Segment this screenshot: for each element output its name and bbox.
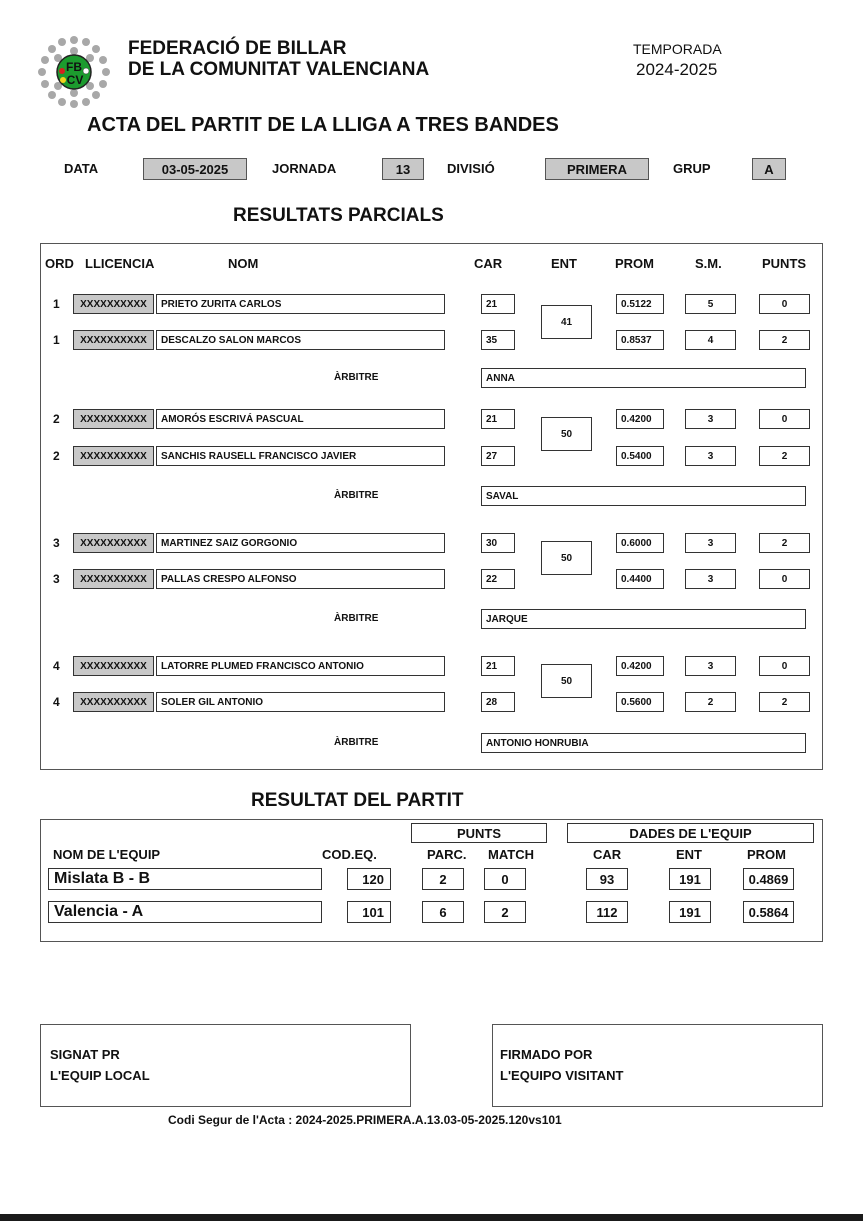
player-sm: 3 bbox=[685, 656, 736, 676]
player-name: PRIETO ZURITA CARLOS bbox=[156, 294, 445, 314]
player-car: 22 bbox=[481, 569, 515, 589]
federation-name-line2: DE LA COMUNITAT VALENCIANA bbox=[128, 59, 430, 80]
player-sm: 3 bbox=[685, 533, 736, 553]
arbitre-name: ANTONIO HONRUBIA bbox=[481, 733, 806, 753]
data-label: DATA bbox=[64, 161, 99, 176]
player-license: XXXXXXXXXX bbox=[73, 330, 154, 350]
col-prom: PROM bbox=[615, 256, 654, 271]
col-sm: S.M. bbox=[695, 256, 722, 271]
divisio-label: DIVISIÓ bbox=[447, 161, 495, 176]
team-prom: 0.4869 bbox=[743, 868, 794, 890]
player-license: XXXXXXXXXX bbox=[73, 569, 154, 589]
player-name: LATORRE PLUMED FRANCISCO ANTONIO bbox=[156, 656, 445, 676]
logo-text-bottom: CV bbox=[66, 73, 84, 87]
game-ent: 50 bbox=[541, 417, 592, 451]
player-punts: 0 bbox=[759, 409, 810, 429]
player-punts: 2 bbox=[759, 330, 810, 350]
player-punts: 0 bbox=[759, 294, 810, 314]
player-punts: 0 bbox=[759, 656, 810, 676]
player-car: 21 bbox=[481, 409, 515, 429]
player-sm: 4 bbox=[685, 330, 736, 350]
arbitre-label: ÀRBITRE bbox=[334, 372, 379, 383]
visitor-signature-box bbox=[492, 1024, 823, 1107]
arbitre-label: ÀRBITRE bbox=[334, 490, 379, 501]
team-ent: 191 bbox=[669, 868, 711, 890]
col-nom: NOM bbox=[228, 256, 259, 271]
secure-code: Codi Segur de l'Acta : 2024-2025.PRIMERA.A.13.03-05-2025.120vs101 bbox=[168, 1113, 562, 1127]
player-car: 30 bbox=[481, 533, 515, 553]
partial-results-frame bbox=[40, 243, 823, 770]
jornada-label: JORNADA bbox=[272, 161, 337, 176]
col-team-prom: PROM bbox=[747, 847, 786, 862]
player-name: DESCALZO SALON MARCOS bbox=[156, 330, 445, 350]
arbitre-name: SAVAL bbox=[481, 486, 806, 506]
player-punts: 0 bbox=[759, 569, 810, 589]
team-codeq: 120 bbox=[347, 868, 391, 890]
dades-group-header: DADES DE L'EQUIP bbox=[567, 823, 814, 843]
local-signature-box bbox=[40, 1024, 411, 1107]
team-parc: 6 bbox=[422, 901, 464, 923]
player-ord: 3 bbox=[53, 536, 60, 550]
col-team-car: CAR bbox=[593, 847, 622, 862]
player-car: 35 bbox=[481, 330, 515, 350]
visitor-signature-line1: FIRMADO POR bbox=[500, 1047, 593, 1062]
col-team-name: NOM DE L'EQUIP bbox=[53, 847, 161, 862]
player-name: SOLER GIL ANTONIO bbox=[156, 692, 445, 712]
visitor-signature-line2: L'EQUIPO VISITANT bbox=[500, 1068, 624, 1083]
team-parc: 2 bbox=[422, 868, 464, 890]
player-punts: 2 bbox=[759, 446, 810, 466]
game-ent: 50 bbox=[541, 541, 592, 575]
season-label: TEMPORADA bbox=[633, 41, 722, 57]
player-prom: 0.5400 bbox=[616, 446, 664, 466]
player-prom: 0.6000 bbox=[616, 533, 664, 553]
team-codeq: 101 bbox=[347, 901, 391, 923]
player-sm: 3 bbox=[685, 446, 736, 466]
data-value: 03-05-2025 bbox=[143, 158, 247, 180]
player-ord: 2 bbox=[53, 449, 60, 463]
player-ord: 1 bbox=[53, 333, 60, 347]
player-license: XXXXXXXXXX bbox=[73, 533, 154, 553]
player-sm: 5 bbox=[685, 294, 736, 314]
grup-label: GRUP bbox=[673, 161, 711, 176]
player-ord: 4 bbox=[53, 659, 60, 673]
col-llicencia: LLICENCIA bbox=[85, 256, 155, 271]
logo-text-top: FB bbox=[66, 60, 82, 74]
col-ent: ENT bbox=[551, 256, 577, 271]
game-ent: 41 bbox=[541, 305, 592, 339]
col-parc: PARC. bbox=[427, 847, 467, 862]
team-ent: 191 bbox=[669, 901, 711, 923]
player-prom: 0.5600 bbox=[616, 692, 664, 712]
team-match: 0 bbox=[484, 868, 526, 890]
player-car: 21 bbox=[481, 656, 515, 676]
season-value: 2024-2025 bbox=[636, 60, 718, 79]
player-ord: 2 bbox=[53, 412, 60, 426]
player-ord: 4 bbox=[53, 695, 60, 709]
col-ord: ORD bbox=[45, 256, 74, 271]
federation-name-line1: FEDERACIÓ DE BILLAR bbox=[128, 38, 347, 59]
player-sm: 3 bbox=[685, 569, 736, 589]
local-signature-line2: L'EQUIP LOCAL bbox=[50, 1068, 150, 1083]
player-license: XXXXXXXXXX bbox=[73, 656, 154, 676]
player-license: XXXXXXXXXX bbox=[73, 692, 154, 712]
player-prom: 0.5122 bbox=[616, 294, 664, 314]
team-prom: 0.5864 bbox=[743, 901, 794, 923]
divisio-value: PRIMERA bbox=[545, 158, 649, 180]
col-codeq: COD.EQ. bbox=[322, 847, 377, 862]
player-car: 27 bbox=[481, 446, 515, 466]
arbitre-name: JARQUE bbox=[481, 609, 806, 629]
col-team-ent: ENT bbox=[676, 847, 702, 862]
player-prom: 0.8537 bbox=[616, 330, 664, 350]
player-ord: 1 bbox=[53, 297, 60, 311]
player-prom: 0.4400 bbox=[616, 569, 664, 589]
col-punts: PUNTS bbox=[762, 256, 807, 271]
local-signature-line1: SIGNAT PR bbox=[50, 1047, 120, 1062]
player-license: XXXXXXXXXX bbox=[73, 294, 154, 314]
team-name: Mislata B - B bbox=[48, 868, 322, 890]
player-name: SANCHIS RAUSELL FRANCISCO JAVIER bbox=[156, 446, 445, 466]
player-car: 28 bbox=[481, 692, 515, 712]
player-prom: 0.4200 bbox=[616, 409, 664, 429]
federation-logo bbox=[36, 34, 112, 110]
bottom-bar bbox=[0, 1214, 863, 1221]
player-sm: 3 bbox=[685, 409, 736, 429]
player-license: XXXXXXXXXX bbox=[73, 409, 154, 429]
grup-value: A bbox=[752, 158, 786, 180]
player-name: PALLAS CRESPO ALFONSO bbox=[156, 569, 445, 589]
team-match: 2 bbox=[484, 901, 526, 923]
match-result-title: RESULTAT DEL PARTIT bbox=[251, 790, 464, 811]
arbitre-label: ÀRBITRE bbox=[334, 613, 379, 624]
game-ent: 50 bbox=[541, 664, 592, 698]
player-ord: 3 bbox=[53, 572, 60, 586]
jornada-value: 13 bbox=[382, 158, 424, 180]
player-punts: 2 bbox=[759, 692, 810, 712]
punts-group-header: PUNTS bbox=[411, 823, 547, 843]
arbitre-name: ANNA bbox=[481, 368, 806, 388]
player-car: 21 bbox=[481, 294, 515, 314]
player-name: AMORÓS ESCRIVÁ PASCUAL bbox=[156, 409, 445, 429]
col-car: CAR bbox=[474, 256, 503, 271]
player-prom: 0.4200 bbox=[616, 656, 664, 676]
player-name: MARTINEZ SAIZ GORGONIO bbox=[156, 533, 445, 553]
page-title: ACTA DEL PARTIT DE LA LLIGA A TRES BANDES bbox=[87, 114, 559, 136]
team-name: Valencia - A bbox=[48, 901, 322, 923]
partial-results-title: RESULTATS PARCIALS bbox=[233, 205, 444, 226]
player-sm: 2 bbox=[685, 692, 736, 712]
team-car: 93 bbox=[586, 868, 628, 890]
player-punts: 2 bbox=[759, 533, 810, 553]
team-car: 112 bbox=[586, 901, 628, 923]
col-match: MATCH bbox=[488, 847, 534, 862]
player-license: XXXXXXXXXX bbox=[73, 446, 154, 466]
arbitre-label: ÀRBITRE bbox=[334, 737, 379, 748]
